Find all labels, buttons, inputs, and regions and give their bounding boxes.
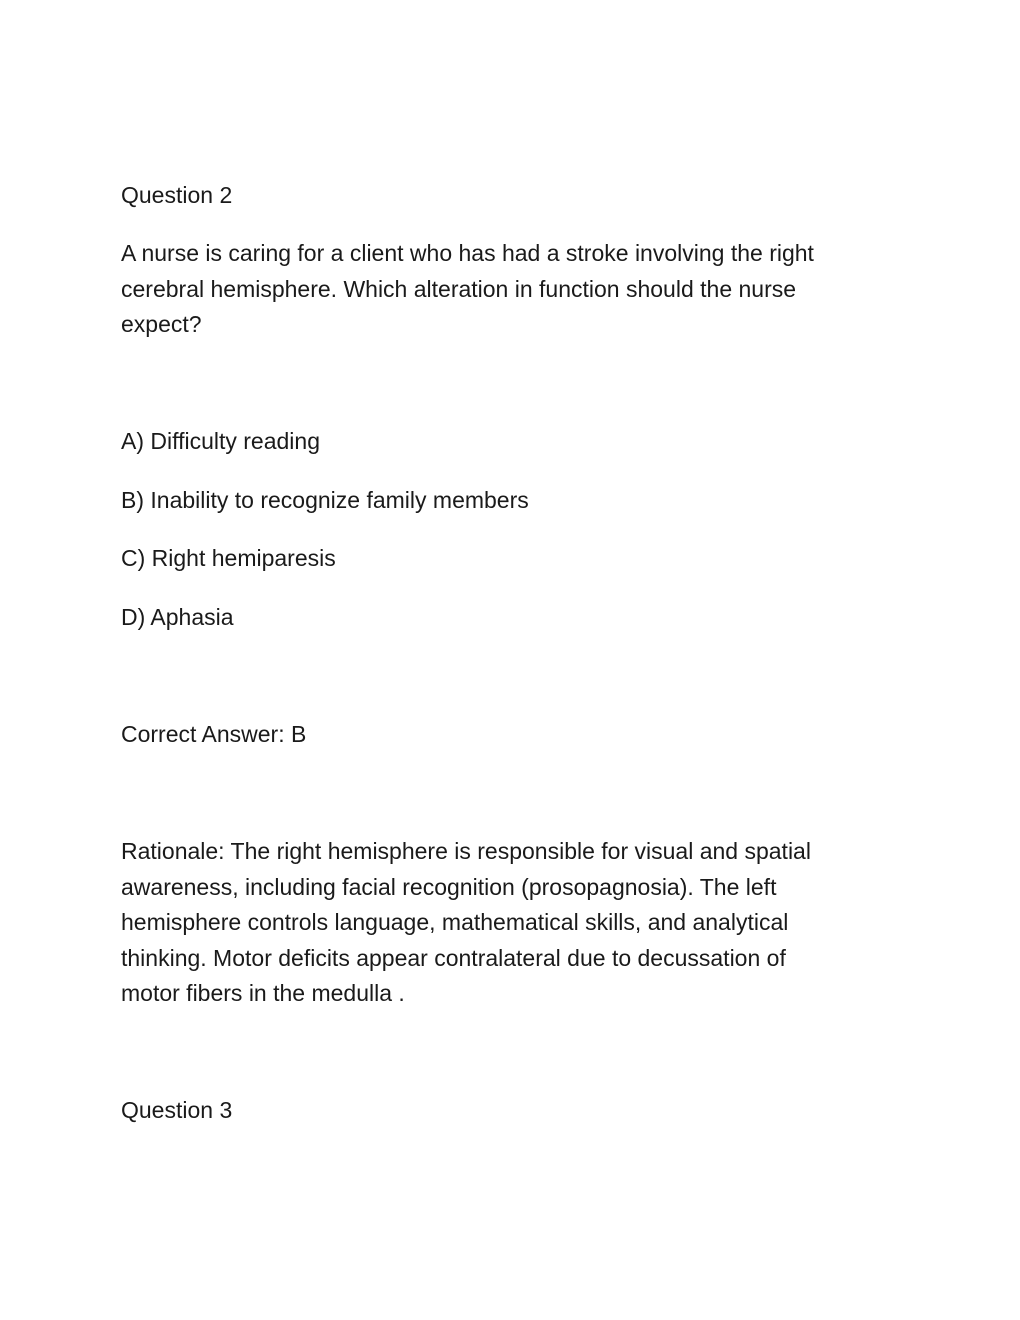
question-3-heading: Question 3 (121, 1097, 233, 1123)
rationale (121, 834, 881, 1012)
rationale-line: thinking. Motor deficits appear contralateral due to decussation of (121, 944, 786, 971)
option-c: C) Right hemiparesis (121, 545, 336, 571)
rationale-line: awareness, including facial recognition (prosopagnosia). The left (121, 873, 777, 900)
stem-line: cerebral hemisphere. Which alteration in function should the nurse (121, 275, 797, 302)
correct-answer: Correct Answer: B (121, 721, 307, 747)
question-2-heading: Question 2 (121, 182, 233, 208)
rationale-line: motor fibers in the medulla . (121, 980, 405, 1006)
rationale-line: hemisphere controls language, mathematical skills, and analytical (121, 909, 789, 935)
stem-line: expect? (121, 311, 202, 337)
stem-line: A nurse is caring for a client who has had a stroke involving the right (121, 240, 814, 266)
question-2-stem (121, 236, 881, 343)
option-d: D) Aphasia (121, 604, 234, 630)
option-a: A) Difficulty reading (121, 428, 320, 454)
option-b: B) Inability to recognize family members (121, 487, 529, 513)
rationale-line: Rationale: The right hemisphere is responsible for visual and spatial (121, 838, 811, 864)
